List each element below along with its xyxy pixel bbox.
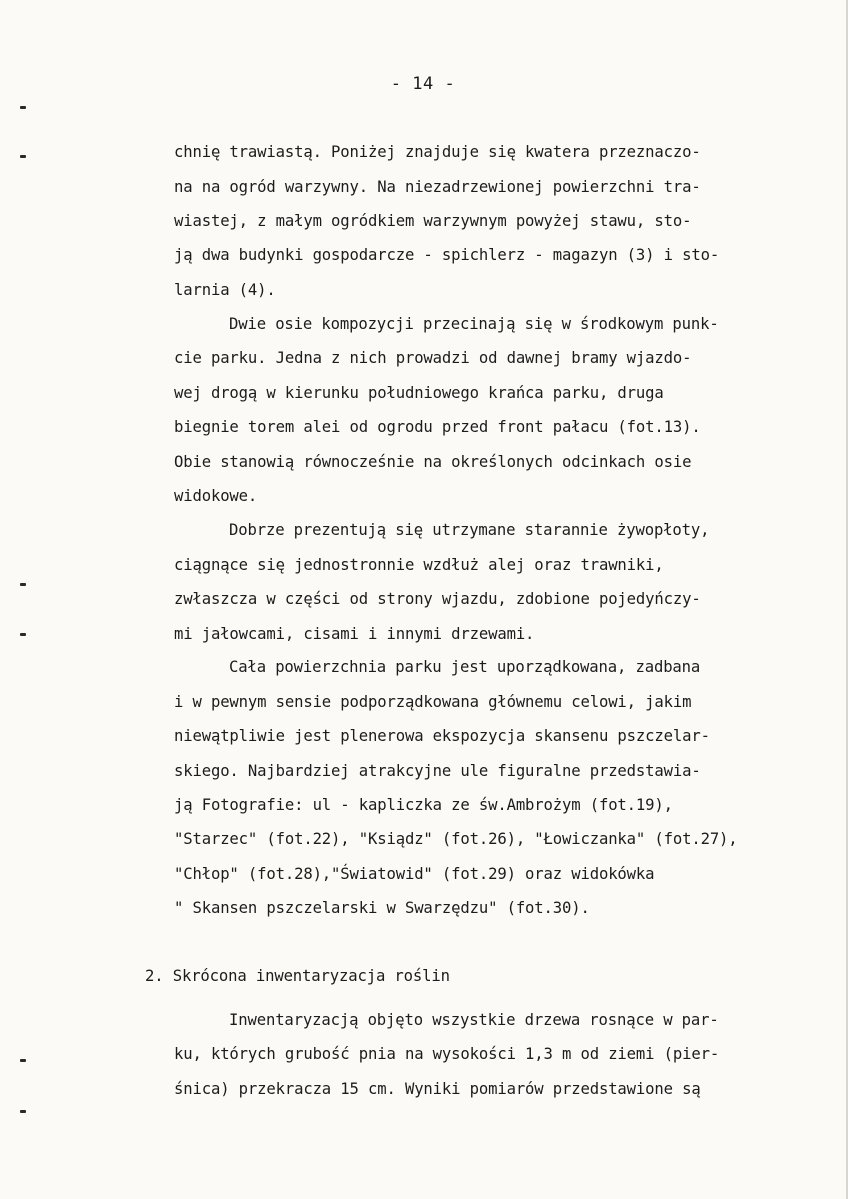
text-line: " Skansen pszczelarski w Swarzędzu" (fot.30). (174, 899, 590, 917)
text-line: skiego. Najbardziej atrakcyjne ule figuralne przedstawia- (174, 762, 701, 780)
section-heading: 2. Skrócona inwentaryzacja roślin (145, 967, 450, 985)
margin-mark (20, 106, 26, 109)
text-line: Obie stanowią równocześnie na określonych odcinkach osie (174, 453, 692, 471)
text-line: Dobrze prezentują się utrzymane starannie żywopłoty, (229, 521, 710, 539)
text-line: wej drogą w kierunku południowego krańca parku, druga (174, 384, 664, 402)
text-line: Cała powierzchnia parku jest uporządkowana, zadbana (229, 658, 701, 676)
text-line: Inwentaryzacją objęto wszystkie drzewa rosnące w par- (229, 1011, 719, 1029)
text-line: niewątpliwie jest plenerowa ekspozycja skansenu pszczelar- (174, 727, 710, 745)
text-line: cie parku. Jedna z nich prowadzi od dawnej bramy wjazdo- (174, 349, 692, 367)
text-line: i w pewnym sensie podporządkowana głównemu celowi, jakim (174, 693, 692, 711)
margin-mark (20, 583, 26, 586)
margin-mark (20, 1059, 26, 1062)
text-line: chnię trawiastą. Poniżej znajduje się kwatera przeznaczo- (174, 143, 701, 161)
text-line: śnica) przekracza 15 cm. Wyniki pomiarów przedstawione są (174, 1080, 701, 1098)
text-line: wiastej, z małym ogródkiem warzywnym powyżej stawu, sto- (174, 212, 692, 230)
text-line: mi jałowcami, cisami i innymi drzewami. (174, 625, 535, 643)
text-line: larnia (4). (174, 281, 276, 299)
text-line: "Chłop" (fot.28),"Światowid" (fot.29) oraz widokówka (174, 865, 655, 883)
text-line: ją Fotografie: ul - kapliczka ze św.Ambrożym (fot.19), (174, 796, 673, 814)
page-number: - 14 - (390, 74, 456, 94)
text-line: ku, których grubość pnia na wysokości 1,3 m od ziemi (pier- (174, 1045, 720, 1063)
margin-mark (20, 1110, 26, 1113)
text-line: "Starzec" (fot.22), "Ksiądz" (fot.26), "Łowiczanka" (fot.27), (174, 830, 738, 848)
text-line: ją dwa budynki gospodarcze - spichlerz - magazyn (3) i sto- (174, 246, 720, 264)
margin-mark (20, 155, 26, 158)
text-line: ciągnące się jednostronnie wzdłuż alej oraz trawniki, (174, 556, 664, 574)
text-line: na na ogród warzywny. Na niezadrzewionej powierzchni tra- (174, 178, 701, 196)
text-line: biegnie torem alei od ogrodu przed front pałacu (fot.13). (174, 418, 701, 436)
text-line: Dwie osie kompozycji przecinają się w środkowym punk- (229, 315, 719, 333)
text-line: widokowe. (174, 487, 258, 505)
margin-mark (20, 633, 26, 636)
text-line: zwłaszcza w części od strony wjazdu, zdobione pojedyńczy- (174, 590, 701, 608)
